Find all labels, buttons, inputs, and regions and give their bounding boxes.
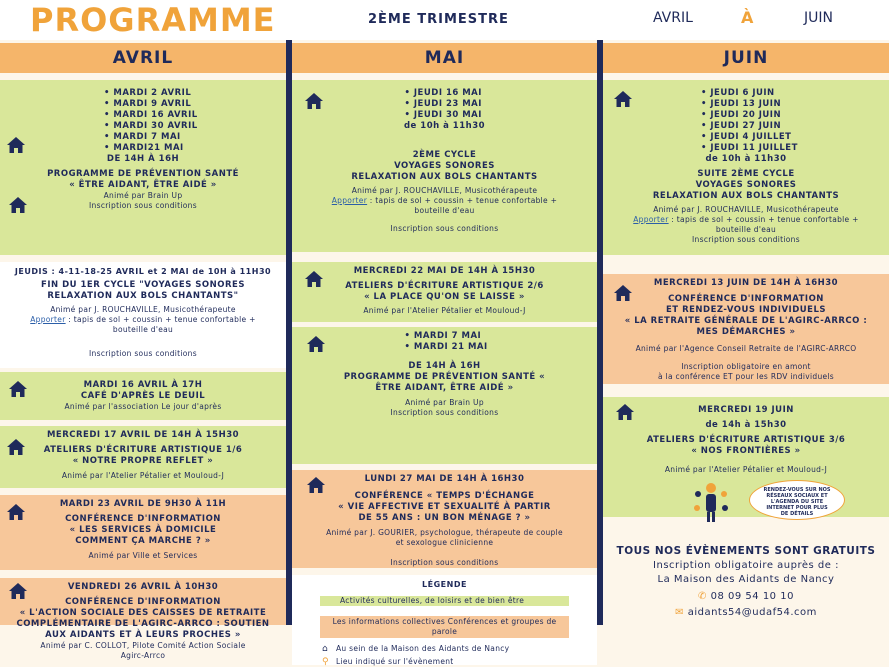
house-icon: [615, 403, 635, 421]
range-separator: À: [741, 8, 754, 27]
event-note: à la conférence ET pour les RDV individuels: [657, 372, 835, 381]
house-icon: [6, 136, 26, 154]
range-from: AVRIL: [653, 10, 693, 26]
event-card: [0, 578, 286, 660]
event-title: MES DÉMARCHES »: [696, 327, 796, 337]
event-card: [0, 262, 286, 368]
event-time: MERCREDI 19 JUIN: [698, 405, 794, 415]
house-icon: [8, 582, 28, 600]
header: [0, 0, 889, 40]
event-card: [292, 262, 597, 322]
column-title: AVRIL: [0, 43, 286, 73]
legend-location: Lieu indiqué sur l'évènement: [336, 657, 454, 666]
event-time: MERCREDI 17 AVRIL DE 14H À 15H30: [46, 430, 240, 440]
event-title: CONFÉRENCE D'INFORMATION: [65, 597, 221, 607]
house-icon: [6, 503, 26, 521]
event-host: Animé par l'Atelier Pétalier et Mouloud-J: [61, 471, 225, 480]
event-note: Inscription sous conditions: [390, 224, 499, 233]
event-note: Inscription obligatoire en amont: [681, 362, 811, 371]
event-date: • MARDI 7 MAI: [104, 132, 181, 142]
event-host: Animé par Ville et Services: [88, 551, 198, 560]
event-date: • JEUDI 23 MAI: [404, 99, 482, 109]
event-card: [603, 80, 889, 255]
phone-number[interactable]: 08 09 54 10 10: [710, 591, 794, 602]
location-pin-icon: ⚲: [322, 657, 329, 667]
legend-orange: Les informations collectives Conférences et groupes de parole: [320, 616, 569, 638]
event-date: • MARDI 30 AVRIL: [104, 121, 198, 131]
free-events-notice: TOUS NOS ÉVÈNEMENTS SONT GRATUITS: [616, 545, 876, 557]
event-note: Apporter: [30, 315, 66, 324]
event-card: [0, 80, 286, 255]
event-note: bouteille d'eau: [715, 225, 777, 234]
phone-line: [603, 591, 889, 602]
event-card: [292, 80, 597, 252]
legend-title: LÉGENDE: [422, 580, 467, 589]
column-title: JUIN: [603, 43, 889, 73]
event-date: • JEUDI 11 JUILLET: [701, 143, 798, 153]
event-title: ET RENDEZ-VOUS INDIVIDUELS: [666, 305, 826, 315]
event-title: COMMENT ÇA MARCHE ? »: [75, 536, 211, 546]
event-title: AUX AIDANTS ET À LEURS PROCHES »: [45, 630, 241, 640]
column-juin: [603, 40, 889, 625]
event-host: Animé par J. ROUCHAVILLE, Musicothérapeute: [50, 305, 236, 314]
event-host: Animé par J. ROUCHAVILLE, Musicothérapeute: [351, 186, 538, 195]
event-host: et sexologue clinicienne: [395, 538, 494, 547]
house-icon: [306, 476, 326, 494]
event-note: Inscription sous conditions: [390, 558, 499, 567]
event-time: de 10h à 11h30: [705, 154, 787, 164]
event-title: CONFÉRENCE D'INFORMATION: [65, 514, 221, 524]
event-title: PROGRAMME DE PRÉVENTION SANTÉ: [47, 169, 239, 179]
event-title: CONFÉRENCE « TEMPS D'ÉCHANGE: [354, 491, 535, 501]
event-time: MARDI 23 AVRIL DE 9H30 À 11H: [59, 499, 227, 509]
house-icon: [6, 438, 26, 456]
event-note: bouteille d'eau: [414, 206, 475, 215]
house-icon: [8, 196, 28, 214]
email-line: [603, 607, 889, 618]
event-card: [0, 426, 286, 488]
event-card: [0, 372, 286, 420]
event-time: MERCREDI 22 MAI DE 14H À 15H30: [353, 266, 536, 276]
event-card: [292, 470, 597, 568]
house-icon: ⌂: [322, 644, 329, 654]
event-time: MERCREDI 13 JUIN DE 14H À 16H30: [653, 278, 839, 288]
event-date: • JEUDI 27 JUIN: [701, 121, 782, 131]
event-note: Inscription sous conditions: [692, 235, 800, 244]
event-title: « L'ACTION SOCIALE DES CAISSES DE RETRAITE: [19, 608, 267, 618]
event-title: VOYAGES SONORES: [695, 180, 797, 190]
event-title: CAFÉ D'APRÈS LE DEUIL: [80, 391, 206, 401]
event-title: « VIE AFFECTIVE ET SEXUALITÉ À PARTIR: [338, 502, 551, 512]
page-title: PROGRAMME: [30, 1, 276, 39]
event-note: Apporter: [331, 196, 368, 205]
house-icon: [613, 90, 633, 108]
event-title: RELAXATION AUX BOLS CHANTANTS: [652, 191, 840, 201]
event-title: ATELIERS D'ÉCRITURE ARTISTIQUE 2/6: [345, 281, 544, 291]
event-title: CONFÉRENCE D'INFORMATION: [668, 294, 824, 304]
phone-icon: ✆: [698, 591, 707, 602]
event-title: « ÊTRE AIDANT, ÊTRE AIDÉ »: [69, 180, 217, 190]
event-card: [0, 495, 286, 570]
event-title: RELAXATION AUX BOLS CHANTANTS: [351, 172, 538, 182]
range-to: JUIN: [804, 10, 833, 26]
event-date: • MARDI 9 AVRIL: [104, 99, 192, 109]
legend-house: Au sein de la Maison des Aidants de Nancy: [336, 644, 510, 653]
event-host: Animé par J. GOURIER, psychologue, thérapeute de couple: [326, 528, 563, 537]
event-title: DE 55 ANS : UN BON MÉNAGE ? »: [358, 513, 531, 523]
event-time: VENDREDI 26 AVRIL À 10H30: [67, 582, 219, 592]
event-note: : tapis de sol + coussin + tenue confortable +: [367, 196, 558, 205]
event-note: Inscription sous conditions: [390, 408, 499, 417]
column-title: MAI: [292, 43, 597, 73]
social-media-bubble: RENDEZ-VOUS SUR NOS RÉSEAUX SOCIAUX ET L'AGENDA DU SITE INTERNET POUR PLUS DE DÉTAILS: [749, 480, 845, 520]
event-time: DE 14H À 16H: [106, 154, 180, 164]
registration-line: Inscription obligatoire auprès de :: [653, 560, 839, 571]
event-title: « LES SERVICES À DOMICILE: [69, 525, 217, 535]
event-host: Animé par Brain Up: [405, 398, 484, 407]
event-card: [603, 397, 889, 517]
mail-icon: ✉: [675, 607, 685, 618]
event-title: « NOS FRONTIÈRES »: [691, 446, 801, 456]
event-date: • MARDI21 MAI: [104, 143, 184, 153]
event-date: • JEUDI 30 MAI: [404, 110, 482, 120]
legend: [292, 575, 597, 665]
event-date: • JEUDI 20 JUIN: [701, 110, 782, 120]
event-note: Inscription sous conditions: [89, 349, 197, 358]
event-note: : tapis de sol + coussin + tenue confortable +: [65, 315, 256, 324]
house-icon: [306, 335, 326, 353]
event-date: • MARDI 16 AVRIL: [104, 110, 198, 120]
column-mai: [292, 40, 597, 667]
event-host: Animé par J. ROUCHAVILLE, Musicothérapeute: [653, 205, 839, 214]
event-note: Inscription sous conditions: [89, 201, 197, 210]
column-avril: [0, 40, 286, 660]
email-address[interactable]: aidants54@udaf54.com: [687, 607, 817, 618]
event-title: ÊTRE AIDANT, ÊTRE AIDÉ »: [375, 383, 514, 393]
registration-org: La Maison des Aidants de Nancy: [657, 574, 835, 585]
event-card: [603, 274, 889, 384]
event-date: • JEUDI 4 JUILLET: [701, 132, 792, 142]
event-title: « LA RETRAITE GÉNÉRALE DE L'AGIRC-ARRCO :: [624, 316, 868, 326]
event-date: • JEUDI 6 JUIN: [701, 88, 775, 98]
legend-green: Activités culturelles, de loisirs et de bien être: [320, 596, 569, 606]
event-time: DE 14H À 16H: [408, 361, 481, 371]
event-date: • MARDI 21 MAI: [404, 342, 488, 352]
event-host: Animé par Brain Up: [103, 191, 183, 200]
event-host: Animé par l'Agence Conseil Retraite de l'AGIRC-ARRCO: [635, 344, 857, 353]
event-title: SUITE 2ÈME CYCLE: [697, 169, 795, 179]
event-host: Animé par l'Atelier Pétalier et Mouloud-J: [664, 465, 828, 474]
event-title: ATELIERS D'ÉCRITURE ARTISTIQUE 1/6: [43, 445, 243, 455]
event-date: • MARDI 2 AVRIL: [104, 88, 192, 98]
event-time: de 14h à 15h30: [705, 420, 787, 430]
event-note: : tapis de sol + coussin + tenue confortable +: [668, 215, 859, 224]
event-date: • JEUDI 16 MAI: [404, 88, 482, 98]
event-time: de 10h à 11h30: [403, 121, 486, 131]
event-title: RELAXATION AUX BOLS CHANTANTS": [47, 291, 239, 301]
event-card: [292, 327, 597, 464]
event-title: COMPLÉMENTAIRE DE L'AGIRC-ARRCO : SOUTIEN: [16, 619, 270, 629]
event-title: ATELIERS D'ÉCRITURE ARTISTIQUE 3/6: [646, 435, 846, 445]
event-date: • MARDI 7 MAI: [404, 331, 482, 341]
event-note: Apporter: [633, 215, 669, 224]
event-time: MARDI 16 AVRIL À 17H: [83, 380, 203, 390]
event-host: Agirc-Arrco: [120, 651, 166, 660]
house-icon: [304, 270, 324, 288]
house-icon: [304, 92, 324, 110]
event-host: Animé par l'association Le jour d'après: [64, 402, 222, 411]
house-icon: [613, 284, 633, 302]
house-icon: [8, 380, 28, 398]
event-time: JEUDIS : 4-11-18-25 AVRIL et 2 MAI de 10H à 11H30: [14, 267, 272, 276]
social-media-illustration: [693, 480, 729, 524]
event-title: VOYAGES SONORES: [394, 161, 495, 171]
event-title: « NOTRE PROPRE REFLET »: [72, 456, 214, 466]
event-title: FIN DU 1ER CYCLE "VOYAGES SONORES: [41, 280, 245, 290]
quarter-label: 2ÈME TRIMESTRE: [368, 12, 509, 27]
event-title: « LA PLACE QU'ON SE LAISSE »: [364, 292, 525, 302]
event-time: LUNDI 27 MAI DE 14H À 16H30: [364, 474, 525, 484]
event-note: bouteille d'eau: [112, 325, 174, 334]
event-date: • JEUDI 13 JUIN: [701, 99, 782, 109]
event-title: 2ÈME CYCLE: [412, 150, 477, 160]
event-host: Animé par l'Atelier Pétalier et Mouloud-J: [363, 306, 526, 315]
event-host: Animé par C. COLLOT, Pilote Comité Action Sociale: [40, 641, 246, 650]
event-title: PROGRAMME DE PRÉVENTION SANTÉ «: [343, 372, 546, 382]
